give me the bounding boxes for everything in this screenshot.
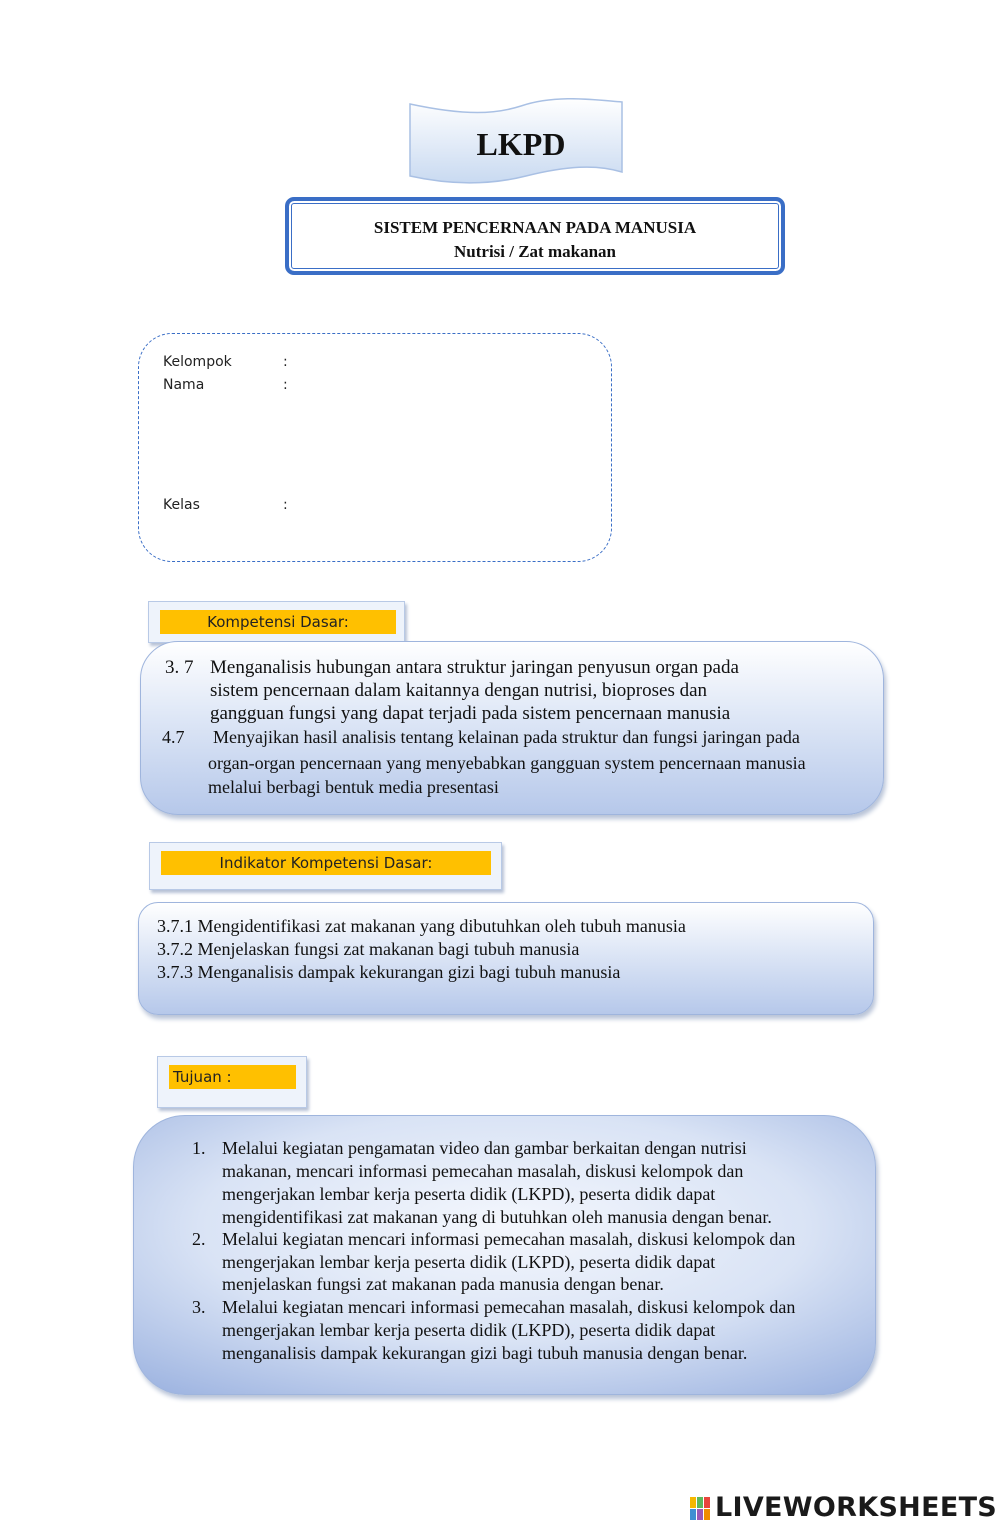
tujuan-item-number: 2. [192,1229,206,1249]
kelompok-colon: : [283,354,288,370]
kd-item2-line: organ-organ pencernaan yang menyebabkan gangguan system pencernaan manusia [208,753,806,773]
tujuan-item-number: 3. [192,1297,206,1317]
kelas-colon: : [283,497,288,513]
indikator-item: 3.7.2 Menjelaskan fungsi zat makanan bagi tubuh manusia [157,939,580,959]
tujuan-item-line: makanan, mencari informasi pemecahan masalah, diskusi kelompok dan [222,1161,744,1181]
indikator-label: Indikator Kompetensi Dasar: [161,851,491,875]
indikator-item: 3.7.1 Mengidentifikasi zat makanan yang dibutuhkan oleh tubuh manusia [157,916,686,936]
kompetensi-dasar-box [140,641,884,815]
document-subtitle: Nutrisi / Zat makanan [454,242,616,261]
kompetensi-dasar-tab [148,601,405,643]
banner-title: LKPD [476,126,566,162]
indikator-item: 3.7.3 Menganalisis dampak kekurangan gizi bagi tubuh manusia [157,962,621,982]
tujuan-item-line: Melalui kegiatan mencari informasi pemecahan masalah, diskusi kelompok dan [222,1229,796,1249]
tujuan-item-line: mengidentifikasi zat makanan yang di butuhkan oleh manusia dengan benar. [222,1207,772,1227]
kd-item2-line: Menyajikan hasil analisis tentang kelainan pada struktur dan fungsi jaringan pada [213,727,800,747]
kelas-label: Kelas [163,497,200,513]
kd-item1-line: Menganalisis hubungan antara struktur jaringan penyusun organ pada [210,657,739,678]
identity-box [138,333,612,562]
document-title: SISTEM PENCERNAAN PADA MANUSIA [373,218,697,237]
brand-text: LIVEWORKSHEETS [715,1492,998,1523]
kelas-row [163,497,288,513]
kd-item1-line: gangguan fungsi yang dapat terjadi pada sistem pencernaan manusia [210,703,731,724]
tujuan-item-line: mengerjakan lembar kerja peserta didik (LKPD), peserta didik dapat [222,1320,716,1340]
kelompok-row [163,354,288,370]
tujuan-item-line: mengerjakan lembar kerja peserta didik (LKPD), peserta didik dapat [222,1184,716,1204]
kd-item1-line: sistem pencernaan dalam kaitannya dengan nutrisi, bioproses dan [210,680,708,701]
tujuan-item-line: Melalui kegiatan mencari informasi pemecahan masalah, diskusi kelompok dan [222,1297,796,1317]
tujuan-item-line: mengerjakan lembar kerja peserta didik (LKPD), peserta didik dapat [222,1252,716,1272]
indikator-tab [149,842,502,890]
tujuan-tab [157,1056,307,1108]
tujuan-item-line: menjelaskan fungsi zat makanan pada manusia dengan benar. [222,1274,664,1294]
tujuan-box [133,1115,876,1395]
kd-item1-number: 3. 7 [165,657,194,678]
liveworksheets-logo-icon [690,1497,712,1521]
kompetensi-dasar-label: Kompetensi Dasar: [160,610,396,634]
tujuan-label: Tujuan : [169,1065,296,1089]
indikator-box [138,902,874,1015]
tujuan-item-number: 1. [192,1138,206,1158]
nama-colon: : [283,377,288,393]
document-title-box [285,197,785,275]
kd-item2-line: melalui berbagi bentuk media presentasi [208,777,499,797]
tujuan-item-line: Melalui kegiatan pengamatan video dan gambar berkaitan dengan nutrisi [222,1138,747,1158]
kd-item2-number: 4.7 [162,727,185,747]
nama-label: Nama [163,377,205,393]
nama-row [163,377,288,393]
lkpd-banner [406,98,626,182]
tujuan-item-line: menganalisis dampak kekurangan gizi bagi tubuh manusia dengan benar. [222,1343,748,1363]
kelompok-label: Kelompok [163,354,232,370]
